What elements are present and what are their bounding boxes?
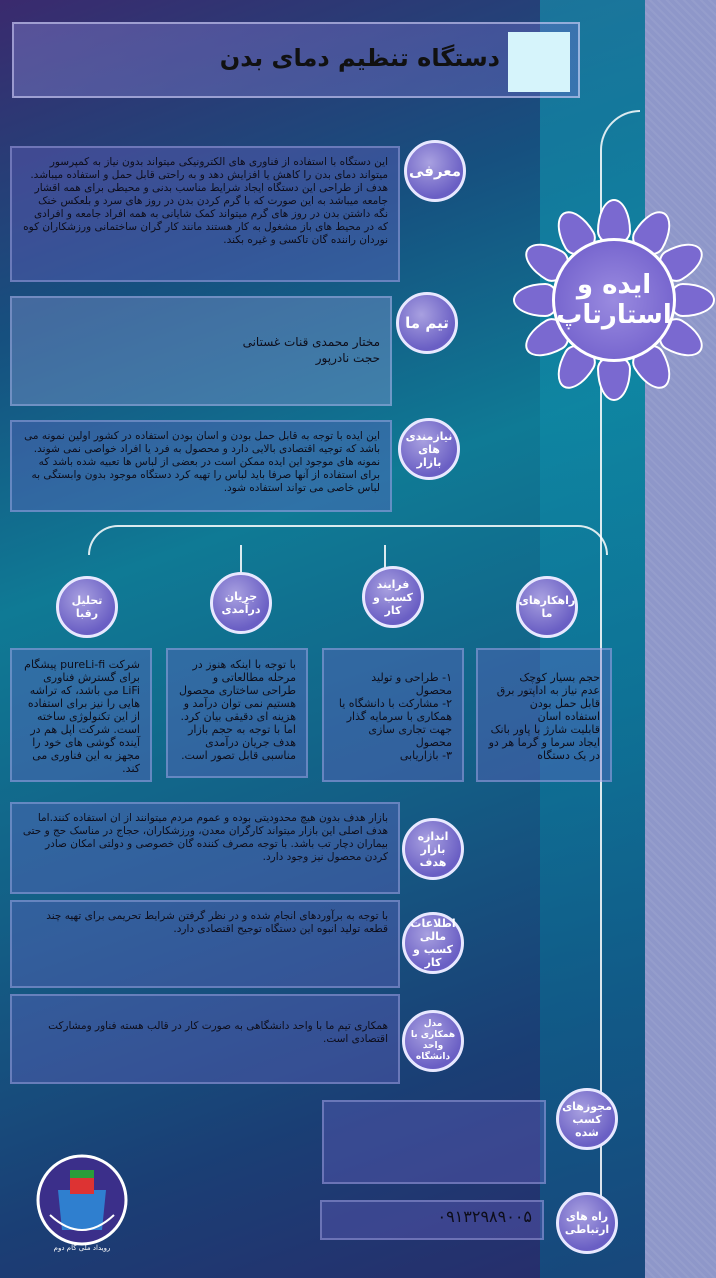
financial-panel xyxy=(10,900,400,988)
column-connector-2 xyxy=(240,545,242,575)
market-needs-badge xyxy=(398,418,460,480)
contact-phone[interactable]: ۰۹۱۳۲۹۸۹۰۰۵ xyxy=(437,1207,532,1226)
idea-line-2: استارتاپ xyxy=(556,300,672,330)
revenue-stream-badge xyxy=(210,572,272,634)
team-badge xyxy=(396,292,458,354)
market-needs-text: این ایده با توجه به قابل حمل بودن و اسان بودن استفاده در کشور اولین نمونه می باشد که توجیه اقتصادی بالایی دارد و محصول به فرد یا افراد خواصی نمی شوند. نمونه های موجود این ایده ممکن است در بعضی از لباس ها تعبیه شده باشد که برای استفاده از آنها صرفا باید لباس را تهیه کرد دستگاه موجود بدون وابستگی به لباس خاصی می تواند استفاده شود. xyxy=(24,430,380,494)
revenue-stream-panel xyxy=(166,648,308,778)
financial-text: با توجه به برآوردهای انجام شده و در نظر گرفتن شرایط تحریمی برای تهیه چند قطعه تولید انبوه این دستگاه توجیح اقتصادی دارد. xyxy=(46,910,388,935)
contact-panel xyxy=(320,1200,544,1240)
team-member-1: مختار محمدی قنات غستانی xyxy=(242,335,380,349)
intro-badge xyxy=(404,140,466,202)
market-size-panel xyxy=(10,802,400,894)
university-label: مدل همکاری با واحد دانشگاه xyxy=(410,1019,456,1062)
logo-subcaption: رویداد ملی گام دوم xyxy=(53,1244,111,1252)
title-bar xyxy=(12,22,580,98)
competitor-analysis-label: تحلیل رقبا xyxy=(71,594,103,620)
financial-label: اطلاعات مالی کسب و کار xyxy=(410,917,456,969)
licenses-label: مجوزهای کسب شده xyxy=(562,1099,612,1139)
contact-label: راه های ارتباطی xyxy=(564,1210,610,1236)
competitor-analysis-panel xyxy=(10,648,152,782)
solutions-badge xyxy=(516,576,578,638)
festival-logo-graphic xyxy=(10,1120,150,1260)
market-size-badge xyxy=(402,818,464,880)
svg-text:جهارمین جشنواره ملی استارتاپی xyxy=(10,1120,15,1123)
competitor-analysis-text: شرکت pureLi-fi پیشگام برای گسترش فناوری LiFi می باشد، که تراشه هایی را نیز برای استفاده از این تکنولوژی ساخته است. شرکت اپل هم در آینده گوشی های خود را مجهز به این فناوری می کند. xyxy=(24,658,140,775)
page-title: دستگاه تنظیم دمای بدن xyxy=(219,44,500,72)
intro-label: معرفی xyxy=(408,161,462,180)
intro-panel xyxy=(10,146,400,282)
contact-badge xyxy=(556,1192,618,1254)
revenue-stream-text: با توجه با اینکه هنوز در مرحله مطالعاتی و طراحی ساختاری محصول هستیم نمی توان درآمد و هزینه ای دقیقی بیان کرد. اما با توجه به حجم بازار هدف جریان درآمدی مناسبی قابل تصور است. xyxy=(178,658,296,762)
festival-logo xyxy=(10,1120,150,1260)
financial-badge xyxy=(402,912,464,974)
revenue-stream-label: جریان درآمدی xyxy=(221,590,261,616)
team-panel xyxy=(10,296,392,406)
solutions-label: راهکارهای ما xyxy=(518,594,576,620)
business-process-badge xyxy=(362,566,424,628)
market-size-text: بازار هدف بدون هیچ محدودیتی بوده و عموم مردم میتوانند از ان استفاده کنند.اما هدف اصلی این بازار میتواند کارگران معدن، ورزشکاران، حجاج در مناسک حج و حتی بیماران دچار تب باشد. با توجه مصرف کننده گان خصوصی و دولتی امکان صادر کردن محصول نیز وجود دارد. xyxy=(22,812,388,863)
idea-startup-emblem xyxy=(514,200,714,400)
title-square xyxy=(508,32,570,92)
business-process-panel xyxy=(322,648,464,782)
idea-center xyxy=(552,238,676,362)
market-needs-panel xyxy=(10,420,392,512)
licenses-badge xyxy=(556,1088,618,1150)
licenses-panel xyxy=(322,1100,546,1184)
idea-line-1: ایده و xyxy=(576,270,652,300)
business-process-text: ۱- طراحی و تولید محصول ۲- مشارکت با دانشگاه یا همکاری با سرمایه گذار جهت تجاری سازی محصول ۳- بازاریابی xyxy=(338,671,452,762)
competitor-analysis-badge xyxy=(56,576,118,638)
columns-connector-line xyxy=(88,525,608,555)
right-decorative-strip xyxy=(645,0,716,1278)
team-label: تیم ما xyxy=(405,313,449,332)
market-size-label: اندازه بازار هدف xyxy=(417,829,449,869)
intro-text: این دستگاه با استفاده از فناوری های الکترونیکی میتواند بدون نیاز به کمپرسور میتواند دمای بدن را کاهش یا افزایش دهد و به راحتی قابل حمل و استفاده میباشد. هدف از طراحی این دستگاه ایجاد شرایط مناسب بدنی و محیطی برای همه اقشار جامعه میباشد به این صورت که با گرم کردن بدن در روز های سرد و بلعکس خنک نگه داشتن بدن در روز های گرم میتواند کمک شایانی به همه افراد جامعه و افرادی که در محیط های باز مشغول به کار هستند مانند کار گران ساختمانی ورزشکاران کوه نوردان راننده گان تاکسی و غیره بکند. xyxy=(23,156,388,246)
market-needs-label: نیازمندی های بازار xyxy=(405,429,453,469)
university-badge xyxy=(402,1010,464,1072)
business-process-label: فرایند کسب و کار xyxy=(373,577,413,617)
solutions-text: حجم بسیار کوچک عدم نیاز به اداپتور برق قابل حمل بودن استفاده اسان قابلیت شارژ با پاور بانک ایجاد سرما و گرما هر دو در یک دستگاه xyxy=(488,671,600,762)
university-panel xyxy=(10,994,400,1084)
solutions-panel xyxy=(476,648,612,782)
university-text: همکاری تیم ما با واحد دانشگاهی به صورت کار در قالب هسته فناور ومشارکت اقتصادی است. xyxy=(48,1020,388,1045)
logo-caption xyxy=(10,1120,15,1123)
team-member-2: حجت نادرپور xyxy=(315,351,380,365)
